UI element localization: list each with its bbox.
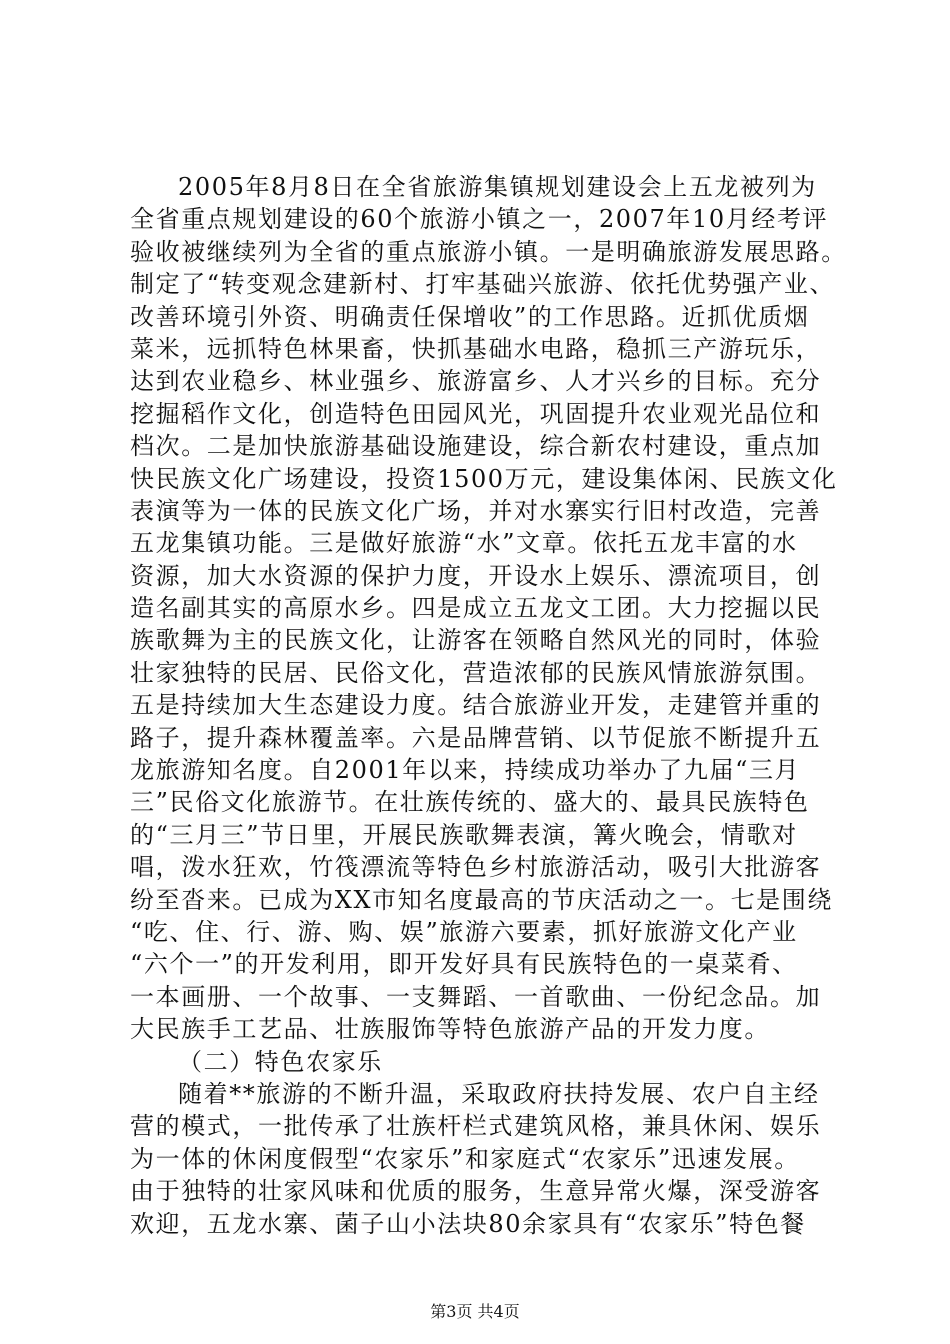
section-heading: （二）特色农家乐 <box>178 1047 383 1076</box>
paragraph-1-line: 族歌舞为主的民族文化，让游客在领略自然风光的同时，体验 <box>130 626 822 655</box>
paragraph-1-line: 造名副其实的高原水乡。四是成立五龙文工团。大力挖掘以民 <box>130 594 822 623</box>
paragraph-1-line: 三”民俗文化旅游节。在壮族传统的、盛大的、最具民族特色 <box>130 788 810 817</box>
page-footer <box>0 1302 950 1322</box>
paragraph-1-line: 唱，泼水狂欢，竹筏漂流等特色乡村旅游活动，吸引大批游客 <box>130 853 822 882</box>
paragraph-1-line: 2005年8月8日在全省旅游集镇规划建设会上五龙被列为 <box>178 173 817 201</box>
paragraph-1-line: 验收被继续列为全省的重点旅游小镇。一是明确旅游发展思路。 <box>130 237 847 266</box>
paragraph-1-line: 壮家独特的民居、民俗文化，营造浓郁的民族风情旅游氛围。 <box>130 658 822 687</box>
paragraph-1-line: 五是持续加大生态建设力度。结合旅游业开发，走建管并重的 <box>130 691 822 720</box>
paragraph-1-line: 快民族文化广场建设，投资1500万元，建设集体闲、民族文化 <box>130 464 838 493</box>
paragraph-1-line: 菜米，远抓特色林果畜，快抓基础水电路，稳抓三产游玩乐， <box>130 334 822 363</box>
paragraph-1-line: 表演等为一体的民族文化广场，并对水寨实行旧村改造，完善 <box>130 496 822 525</box>
paragraph-2-line: 为一体的休闲度假型“农家乐”和家庭式“农家乐”迅速发展。 <box>130 1144 800 1173</box>
paragraph-1-line: 达到农业稳乡、林业强乡、旅游富乡、人才兴乡的目标。充分 <box>130 367 822 396</box>
paragraph-1-line: 纷至沓来。已成为XX市知名度最高的节庆活动之一。七是围绕 <box>130 885 833 914</box>
paragraph-1-line: 路子，提升森林覆盖率。六是品牌营销、以节促旅不断提升五 <box>130 723 822 752</box>
paragraph-1-line: 挖掘稻作文化，创造特色田园风光，巩固提升农业观光品位和 <box>130 399 822 428</box>
paragraph-1-line: 一本画册、一个故事、一支舞蹈、一首歌曲、一份纪念品。加 <box>130 982 822 1011</box>
paragraph-1-line: 大民族手工艺品、壮族服饰等特色旅游产品的开发力度。 <box>130 1015 770 1044</box>
paragraph-1-line: 改善环境引外资、明确责任保增收”的工作思路。近抓优质烟 <box>130 302 810 331</box>
paragraph-2-line: 随着**旅游的不断升温，采取政府扶持发展、农户自主经 <box>178 1079 820 1108</box>
paragraph-1-line: 全省重点规划建设的60个旅游小镇之一，2007年10月经考评 <box>130 205 829 234</box>
body-text <box>130 171 847 1240</box>
paragraph-2-line: 营的模式，一批传承了壮族杆栏式建筑风格，兼具休闲、娱乐 <box>130 1112 822 1141</box>
paragraph-1-line: “吃、住、行、游、购、娱”旅游六要素，抓好旅游文化产业 <box>130 917 798 946</box>
paragraph-1-line: 的“三月三”节日里，开展民族歌舞表演，篝火晚会，情歌对 <box>130 820 798 849</box>
paragraph-2-line: 由于独特的壮家风味和优质的服务，生意异常火爆，深受游客 <box>130 1177 822 1206</box>
paragraph-1-line: 档次。二是加快旅游基础设施建设，综合新农村建设，重点加 <box>130 432 822 461</box>
paragraph-1-line: 制定了“转变观念建新村、打牢基础兴旅游、依托优势强产业、 <box>130 270 836 299</box>
paragraph-1-line: 五龙集镇功能。三是做好旅游“水”文章。依托五龙丰富的水 <box>130 529 798 558</box>
paragraph-1-line: 资源，加大水资源的保护力度，开设水上娱乐、漂流项目，创 <box>130 561 822 590</box>
page-number: 第3页 共4页 <box>430 1302 520 1321</box>
paragraph-1-line: “六个一”的开发利用，即开发好具有民族特色的一桌菜肴、 <box>130 950 798 979</box>
paragraph-1-line: 龙旅游知名度。自2001年以来，持续成功举办了九届“三月 <box>130 756 801 785</box>
paragraph-2-line: 欢迎，五龙水寨、菌子山小法块80余家具有“农家乐”特色餐 <box>130 1209 806 1238</box>
